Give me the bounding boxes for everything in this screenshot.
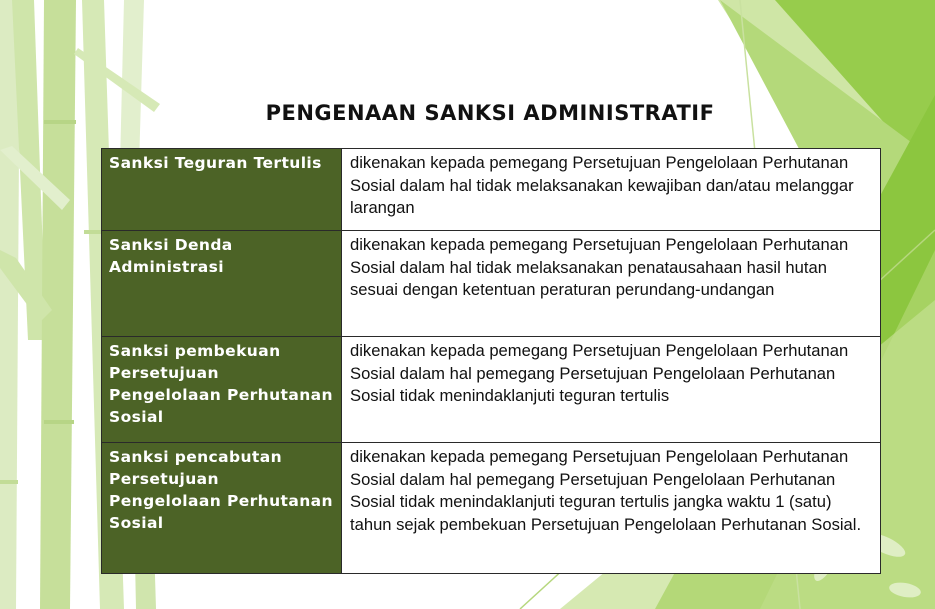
sanction-description: dikenakan kepada pemegang Persetujuan Pengelolaan Perhutanan Sosial dalam hal tidak melaksanakan kewajiban dan/atau melanggar larangan (342, 149, 881, 231)
sanction-term: Sanksi Teguran Tertulis (102, 149, 342, 231)
table-row (102, 443, 881, 574)
sanction-description: dikenakan kepada pemegang Persetujuan Pengelolaan Perhutanan Sosial dalam hal pemegang Persetujuan Pengelolaan Perhutanan Sosial tidak menindaklanjuti teguran tertulis jangka waktu 1 (satu) tahun sejak pembekuan Persetujuan Pengelolaan Perhutanan Sosial. (342, 443, 881, 574)
sanction-description: dikenakan kepada pemegang Persetujuan Pengelolaan Perhutanan Sosial dalam hal tidak melaksanakan penatausahaan hasil hutan sesuai dengan ketentuan peraturan perundang-undangan (342, 231, 881, 337)
sanction-term: Sanksi pencabutan Persetujuan Pengelolaan Perhutanan Sosial (102, 443, 342, 574)
sanction-table (101, 148, 881, 574)
sanction-term: Sanksi pembekuan Persetujuan Pengelolaan Perhutanan Sosial (102, 337, 342, 443)
table-row (102, 149, 881, 231)
sanction-term: Sanksi Denda Administrasi (102, 231, 342, 337)
table-row (102, 231, 881, 337)
table-row (102, 337, 881, 443)
sanction-description: dikenakan kepada pemegang Persetujuan Pengelolaan Perhutanan Sosial dalam hal pemegang Persetujuan Pengelolaan Perhutanan Sosial tidak menindaklanjuti teguran tertulis (342, 337, 881, 443)
slide-title: PENGENAAN SANKSI ADMINISTRATIF (265, 101, 715, 125)
